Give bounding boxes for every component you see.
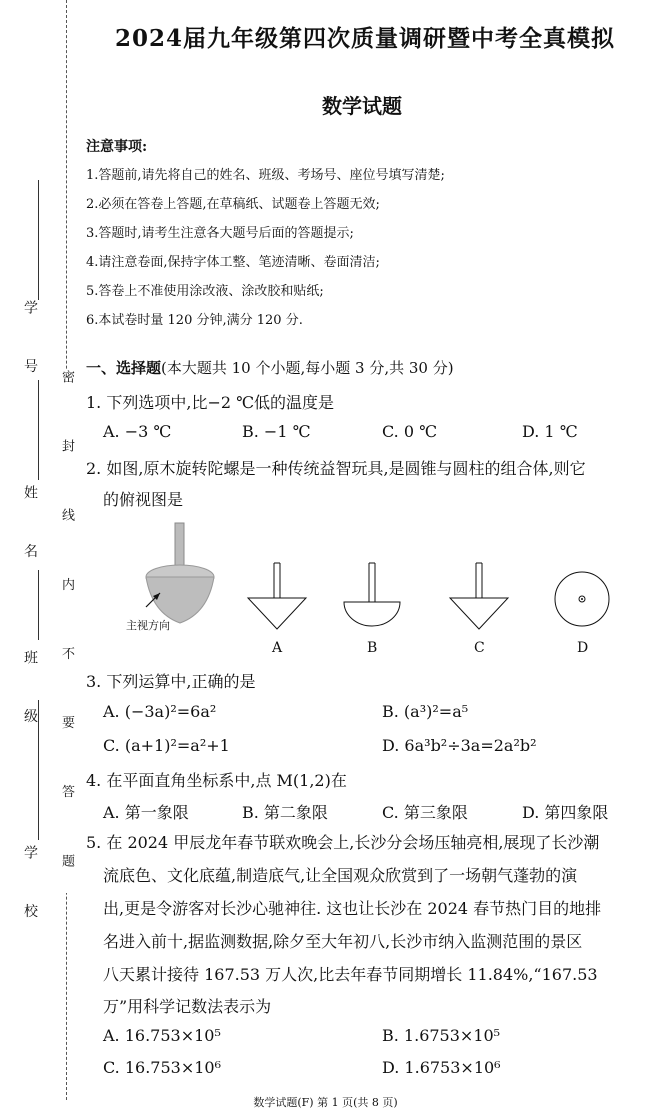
school-fill-line bbox=[38, 700, 39, 840]
q5-option-b: B. 1.6753×10⁵ bbox=[382, 1026, 501, 1045]
section-heading bbox=[86, 357, 454, 378]
q4-option-a: A. 第一象限 bbox=[103, 803, 189, 822]
q3-option-c: C. (a+1)²=a²+1 bbox=[103, 736, 230, 755]
exam-subtitle: 数学试题 bbox=[322, 94, 402, 118]
q1-option-c: C. 0 ℃ bbox=[382, 422, 438, 441]
option-b-view bbox=[344, 563, 400, 626]
exam-title: 2024届九年级第四次质量调研暨中考全真模拟 bbox=[114, 25, 615, 52]
q5-option-a: A. 16.753×10⁵ bbox=[103, 1026, 221, 1045]
q1-option-d: D. 1 ℃ bbox=[522, 422, 578, 441]
q4-option-c: C. 第三象限 bbox=[382, 803, 468, 822]
note-item: 3.答题时,请考生注意各大题号后面的答题提示; bbox=[86, 226, 354, 241]
question-3-stem: 3. 下列运算中,正确的是 bbox=[86, 672, 256, 691]
question-4-stem: 4. 在平面直角坐标系中,点 M(1,2)在 bbox=[86, 771, 347, 790]
name-label: 姓 名 bbox=[22, 485, 38, 578]
figure-label-b: B bbox=[367, 640, 378, 656]
question-5-stem-cont: 八天累计接待 167.53 万人次,比去年春节同期增长 11.84%,“167.53 bbox=[103, 965, 598, 984]
question-5-stem-cont: 流底色、文化底蕴,制造底气,让全国观众欣赏到了一场朝气蓬勃的演 bbox=[103, 866, 578, 885]
student-id-label: 学 号 bbox=[22, 300, 38, 393]
q1-option-a: A. −3 ℃ bbox=[103, 422, 172, 441]
note-item: 1.答题前,请先将自己的姓名、班级、考场号、座位号填写清楚; bbox=[86, 168, 445, 183]
spinning-top-image bbox=[146, 523, 214, 623]
q3-option-a: A. (−3a)²=6a² bbox=[103, 702, 217, 721]
question-5-stem: 5. 在 2024 甲辰龙年春节联欢晚会上,长沙分会场压轴亮相,展现了长沙潮 bbox=[86, 833, 600, 852]
question-2-stem: 2. 如图,原木旋转陀螺是一种传统益智玩具,是圆锥与圆柱的组合体,则它 bbox=[86, 459, 586, 478]
question-5-stem-cont: 名进入前十,据监测数据,除夕至大年初八,长沙市纳入监测范围的景区 bbox=[103, 932, 583, 951]
name-fill-line bbox=[38, 380, 39, 480]
question-2-stem-cont: 的俯视图是 bbox=[103, 490, 184, 509]
figure-label-c: C bbox=[474, 640, 485, 656]
school-label: 学 校 bbox=[22, 845, 38, 938]
note-item: 5.答卷上不准使用涂改液、涂改胶和贴纸; bbox=[86, 284, 324, 299]
class-label: 班 级 bbox=[22, 650, 38, 743]
seal-notice: 密 封 线 内 不 要 答 题 bbox=[56, 370, 76, 893]
q4-option-b: B. 第二象限 bbox=[242, 803, 328, 822]
q3-option-b: B. (a³)²=a⁵ bbox=[382, 702, 469, 721]
section-desc: (本大题共 10 个小题,每小题 3 分,共 30 分) bbox=[161, 359, 454, 377]
q2-figure bbox=[100, 515, 630, 665]
q3-option-d: D. 6a³b²÷3a=2a²b² bbox=[382, 736, 537, 755]
figure-caption: 主视方向 bbox=[126, 619, 170, 632]
note-item: 6.本试卷时量 120 分钟,满分 120 分. bbox=[86, 313, 303, 328]
note-item: 4.请注意卷面,保持字体工整、笔迹清晰、卷面清洁; bbox=[86, 255, 380, 270]
q5-option-c: C. 16.753×10⁶ bbox=[103, 1058, 222, 1077]
q4-option-d: D. 第四象限 bbox=[522, 803, 609, 822]
page-footer: 数学试题(F) 第 1 页(共 8 页) bbox=[253, 1096, 398, 1109]
question-5-stem-cont: 万”用科学记数法表示为 bbox=[103, 997, 272, 1016]
binding-margin bbox=[0, 0, 80, 1119]
class-fill-line bbox=[38, 570, 39, 640]
student-id-fill-line bbox=[38, 180, 39, 300]
option-a-view bbox=[248, 563, 306, 629]
q1-option-b: B. −1 ℃ bbox=[242, 422, 311, 441]
section-title: 一、选择题 bbox=[86, 359, 162, 377]
notes-heading: 注意事项: bbox=[86, 139, 148, 155]
option-c-view bbox=[450, 563, 508, 629]
question-5-stem-cont: 出,更是令游客对长沙心驰神往. 这也让长沙在 2024 春节热门目的地排 bbox=[103, 899, 602, 918]
figure-label-d: D bbox=[577, 640, 589, 656]
q5-option-d: D. 1.6753×10⁶ bbox=[382, 1058, 501, 1077]
question-1-stem: 1. 下列选项中,比−2 ℃低的温度是 bbox=[86, 393, 335, 412]
figure-label-a: A bbox=[272, 640, 283, 656]
note-item: 2.必须在答卷上答题,在草稿纸、试题卷上答题无效; bbox=[86, 197, 380, 212]
option-d-view bbox=[555, 572, 609, 626]
